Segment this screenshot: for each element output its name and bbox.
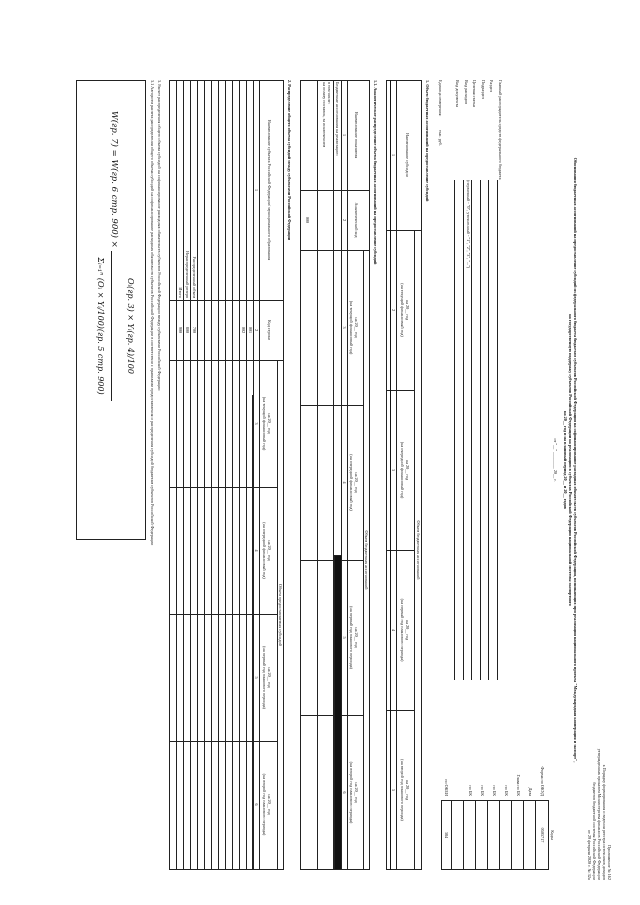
date-line: от "__" ________ 20__ г. bbox=[553, 438, 558, 482]
table-row bbox=[211, 80, 212, 870]
column-number: 1 bbox=[254, 188, 259, 192]
col-header: на 20__ год bbox=[405, 299, 410, 321]
col-header-sub: (на первый год планового периода) bbox=[262, 646, 267, 709]
formula-denominator: Σᵢ₌₁ⁿ (Oᵢ × Yᵢ/100)(гр. 5 стр. 900) bbox=[96, 257, 105, 395]
column-number: 4 bbox=[254, 549, 259, 552]
formula-fraction-bar bbox=[111, 251, 112, 401]
approval-line-4: бюджетов бюджетной системы Российской Федерации bbox=[592, 782, 597, 880]
field-underline bbox=[463, 180, 464, 680]
s2-col-code: Код строки bbox=[267, 320, 272, 340]
right-label: по БК bbox=[492, 785, 497, 796]
right-label: Глава по БК bbox=[516, 774, 521, 796]
unit-value: тыс. руб. bbox=[438, 130, 443, 146]
col-header-sub: (на очередной финансовый год) bbox=[349, 454, 354, 511]
approval-line-3: утвержденных приказом Министерства финансов Российской Федерации bbox=[597, 748, 602, 880]
column-number: 3 bbox=[254, 422, 259, 425]
field-underline bbox=[454, 180, 455, 680]
col-header: на 20__ год bbox=[354, 782, 359, 803]
column-number: 3 bbox=[342, 326, 347, 329]
codes-box bbox=[441, 800, 549, 870]
row-code: 002 bbox=[241, 326, 246, 334]
right-label: по БК bbox=[504, 785, 509, 796]
formula-numerator: Oᵢ(гр. 3) × Yᵢ(гр. 4)/100 bbox=[126, 278, 135, 374]
left-label: Вид расходов bbox=[463, 80, 469, 105]
footer-row-label: Итого bbox=[178, 287, 183, 298]
left-label: Раздел bbox=[489, 80, 495, 92]
column-number: 2 bbox=[391, 308, 396, 312]
col-header: на 20__ год bbox=[267, 794, 272, 815]
column-number: 5 bbox=[391, 788, 396, 792]
col-header-sub: (на очередной финансовый год) bbox=[262, 522, 267, 579]
left-label: Вид документа bbox=[455, 80, 460, 107]
col-header-sub: (на второй год планового периода) bbox=[349, 761, 354, 824]
s11-row4-code: 000 bbox=[305, 216, 310, 224]
left-label: Единица измерения: bbox=[437, 80, 443, 117]
approval-line-1: Приложение № 162 bbox=[607, 845, 612, 880]
table-row bbox=[204, 80, 205, 870]
col-header: на 20__ год bbox=[405, 459, 410, 481]
row-code: 800 bbox=[185, 326, 190, 334]
approval-line-2: к Порядку формирования и ведения реестра источников доходов bbox=[602, 764, 607, 880]
field-underline bbox=[489, 180, 490, 680]
left-label: Главный распорядитель средств федерального бюджета bbox=[498, 80, 503, 180]
code-value: 384 bbox=[444, 831, 449, 839]
row-code: 001 bbox=[248, 326, 253, 334]
table-row bbox=[239, 80, 240, 870]
s11-shaded-row bbox=[334, 555, 342, 870]
column-number: 6 bbox=[254, 803, 259, 806]
document-title-3: на 20__ год и на плановый период 20__ и 20__ годов bbox=[563, 411, 568, 509]
right-label: по ОКЕИ bbox=[444, 779, 449, 796]
column-number: 3 bbox=[391, 468, 396, 472]
col-header: на 20__ год bbox=[354, 472, 359, 493]
table-row bbox=[225, 80, 226, 870]
right-label: Дата bbox=[528, 787, 533, 796]
table-row bbox=[183, 80, 184, 870]
section1-title: 1. Объем бюджетных ассигнований на предоставление субсидий bbox=[425, 80, 430, 202]
codes-row-line bbox=[463, 800, 464, 870]
codes-row-line bbox=[511, 800, 512, 870]
col-header-sub: (на текущий финансовый год) bbox=[349, 300, 354, 355]
column-number: 5 bbox=[254, 676, 259, 679]
col-header-sub: (на второй год планового периода) bbox=[400, 759, 405, 821]
col-header: на 20__ год bbox=[354, 627, 359, 648]
column-number: 1 bbox=[342, 133, 347, 137]
left-label: Подраздел bbox=[480, 80, 486, 99]
field-underline bbox=[480, 180, 481, 680]
table-row bbox=[218, 80, 219, 870]
s11-col-name: Наименование показателя bbox=[354, 111, 359, 159]
right-label: по БК bbox=[480, 785, 485, 796]
column-number: 6 bbox=[342, 791, 347, 794]
table-row bbox=[176, 80, 177, 870]
s11-row1: Бюджетные ассигнования на реализацию bbox=[335, 82, 340, 156]
left-label: Целевая статья bbox=[472, 80, 478, 107]
col-header: на 20__ год bbox=[267, 413, 272, 434]
column-number: 1 bbox=[391, 153, 396, 157]
field-underline bbox=[497, 180, 498, 680]
footer-row-label: Распределенный объем bbox=[192, 256, 197, 298]
formula-lhs: W(гр. 7) = W(гр. 6 стр. 900) × bbox=[109, 111, 119, 248]
column-number: 4 bbox=[342, 481, 347, 484]
codes-row-line bbox=[523, 800, 524, 870]
code-value: 0505717 bbox=[540, 827, 545, 843]
table-row bbox=[197, 80, 198, 870]
col-header: на 20__ год bbox=[405, 619, 410, 641]
s11-row2: в том числе: bbox=[327, 82, 332, 104]
codes-row-line bbox=[451, 800, 452, 870]
col-header: на 20__ год bbox=[354, 317, 359, 338]
row-code: 900 bbox=[178, 326, 183, 334]
s2-group: Объем предоставляемых субсидий bbox=[278, 584, 283, 646]
col-header-sub: (на второй год планового периода) bbox=[262, 773, 267, 836]
column-number: 4 bbox=[391, 628, 396, 632]
approval-line-5: от 29 февраля 2020 г. № 32н bbox=[587, 830, 592, 880]
field-underline bbox=[472, 180, 473, 680]
table-row bbox=[190, 80, 191, 870]
note-31: 3.1 Алгоритм расчета распределения общего объема субсидий на софинансирование расходных обязательств субъектов Российской Федерации в соответствии с правилами предоставления и распределения субсидий бюджетам субъектов Российской Федерации bbox=[150, 80, 155, 546]
right-label: по БК bbox=[468, 785, 473, 796]
col-header-sub: (на очередной финансовый год) bbox=[400, 441, 405, 499]
s2-col-name: Наименование субъекта Российской Федерации/ муниципального образования bbox=[267, 119, 272, 261]
section2-title: 2. Распределение общего объема субсидий между субъектами Российской Федерации bbox=[287, 80, 292, 241]
col-header-sub: (на первый год планового периода) bbox=[400, 598, 405, 662]
s1-col-name: Наименование субсидии bbox=[405, 133, 410, 177]
col-header: на 20__ год bbox=[267, 667, 272, 688]
table-row bbox=[232, 80, 233, 870]
document-title-1: Обоснования бюджетных ассигнований на предоставление субсидий из федерального бюджета бюджетам субъектов Российской Федерации на софинансирование расходных обязательств субъектов Российской Федерации, возникающих при реализации национального проекта "Международная кооперация и экспорт", bbox=[573, 157, 578, 763]
s1-group: Объем бюджетных ассигнований bbox=[416, 520, 421, 580]
formula-box bbox=[76, 80, 146, 540]
column-number: 5 bbox=[342, 636, 347, 639]
codes-header: Коды bbox=[550, 830, 555, 840]
table-row bbox=[246, 80, 247, 870]
codes-row-line bbox=[487, 800, 488, 870]
column-number: 2 bbox=[342, 218, 347, 222]
footer-row-label: Нераспределенный резерв bbox=[185, 251, 190, 298]
col-header-sub: (на текущий финансовый год) bbox=[262, 396, 267, 451]
codes-row-line bbox=[535, 800, 536, 870]
doc-type-note: (первичный - "0", уточненный - "1", "2", "3", "...") bbox=[466, 180, 471, 269]
note-3: 3. Расчет распределения общего объема субсидий на софинансирование расходных обязательств субъектов Российской Федерации между субъектами Российской Федерации bbox=[157, 80, 162, 391]
col-header-sub: (на текущий финансовый год) bbox=[400, 283, 405, 337]
document-title-2: на государственную поддержку субъектов Российской Федерации на реализацию в субъектах Российской Федерации национальной системы экспортного bbox=[568, 314, 573, 606]
col-header: на 20__ год bbox=[267, 540, 272, 561]
row-code: 700 bbox=[192, 326, 197, 334]
right-label: Форма по ОКУД bbox=[540, 766, 545, 796]
section11-title: 1.1. Аналитическое распределение объема бюджетных ассигнований на предоставление субсидий bbox=[373, 80, 378, 265]
s11-group: Объем бюджетных ассигнований bbox=[364, 530, 369, 590]
s11-col-code: Аналитический код bbox=[354, 202, 359, 238]
column-number: 2 bbox=[254, 328, 259, 332]
s11-row3: на оплату поставок, за исключением bbox=[322, 82, 327, 148]
codes-row-line bbox=[475, 800, 476, 870]
table-row bbox=[169, 80, 170, 870]
codes-row-line bbox=[499, 800, 500, 870]
col-header-sub: (на первый год планового периода) bbox=[349, 606, 354, 669]
col-header: на 20__ год bbox=[405, 779, 410, 801]
